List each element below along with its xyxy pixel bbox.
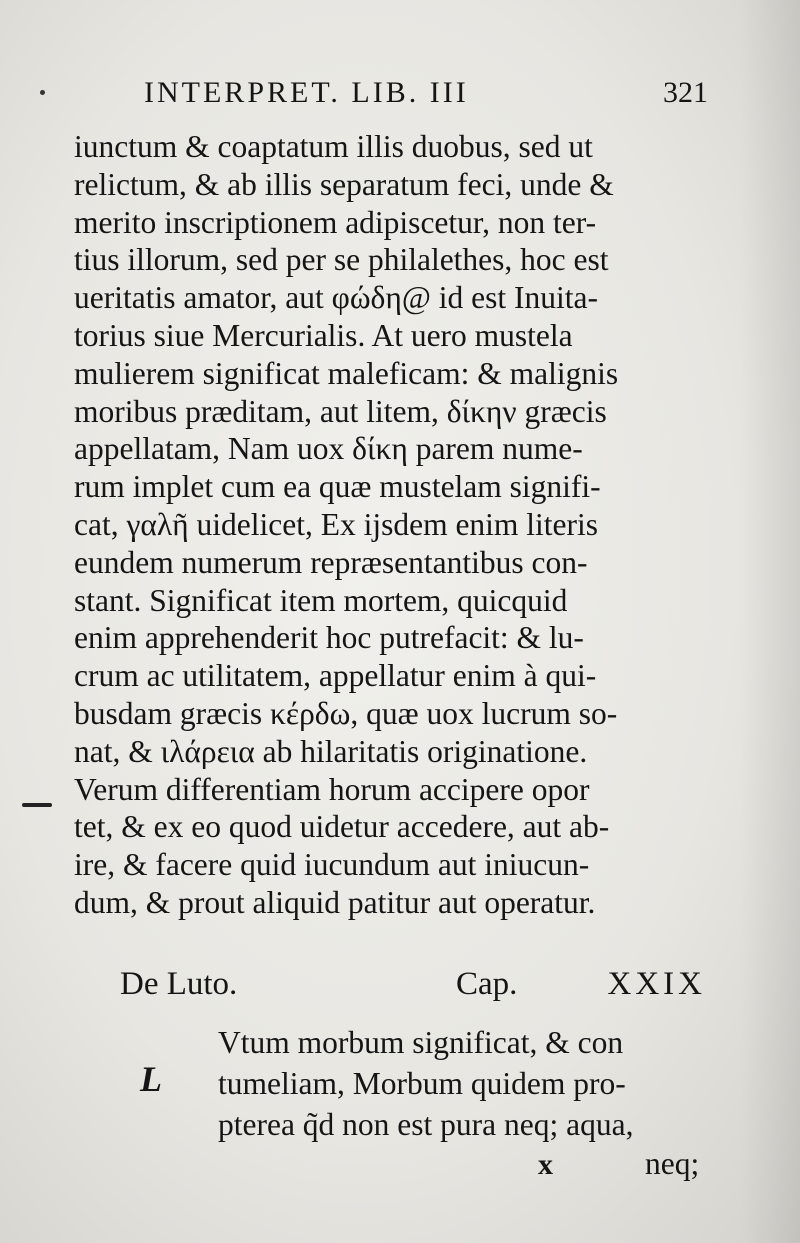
- text-line: enim apprehenderit hoc putrefacit: & lu-: [74, 620, 584, 656]
- chapter-title: De Luto.: [120, 966, 238, 1002]
- text-line: rum implet cum ea quæ mustelam signifi-: [74, 469, 601, 505]
- text-line: tumeliam, Morbum quidem pro-: [218, 1066, 626, 1101]
- text-line: tius illorum, sed per se philalethes, hoc est: [74, 242, 609, 278]
- chapter-label: Cap.: [456, 966, 518, 1002]
- text-line: tet, & ex eo quod uidetur accedere, aut ab-: [74, 809, 610, 845]
- text-line: busdam græcis κέρδω, quæ uox lucrum so-: [74, 695, 618, 731]
- drop-initial: L: [140, 1059, 162, 1099]
- text-line: pterea q̃d non est pura neq; aqua,: [218, 1107, 634, 1142]
- text-line: crum ac utilitatem, appellatur enim à qui-: [74, 658, 597, 694]
- text-line: mulierem significat maleficam: & malignis: [74, 355, 619, 391]
- text-line: torius siue Mercurialis. At uero mustela: [74, 317, 573, 353]
- page-edge-shadow: [740, 0, 800, 1243]
- text-line: dum, & prout aliquid patitur aut operatur.: [74, 884, 596, 920]
- chapter-heading: [120, 966, 706, 1010]
- body-text: [74, 128, 706, 922]
- text-line: iunctum & coaptatum illis duobus, sed ut: [74, 129, 593, 164]
- text-line: ueritatis amator, aut φώδη@ id est Inuita-: [74, 280, 598, 316]
- running-head: [128, 76, 708, 116]
- margin-dash-mark: [22, 803, 52, 807]
- text-line: eundem numerum repræsentantibus con-: [74, 544, 588, 580]
- chapter-text: [218, 1022, 706, 1145]
- text-line: ire, & facere quid iucundum aut iniucun-: [74, 847, 590, 883]
- text-line: stant. Significat item mortem, quicquid: [74, 582, 568, 618]
- margin-dot: [40, 90, 45, 95]
- text-line: relictum, & ab illis separatum feci, unde &: [74, 166, 614, 202]
- text-line: appellatam, Nam uox δίκη parem nume-: [74, 431, 583, 467]
- text-line: nat, & ιλάρεια ab hilaritatis originatione.: [74, 733, 588, 769]
- text-line: Verum differentiam horum accipere opor: [74, 771, 590, 807]
- running-head-title: INTERPRET. LIB. III: [144, 76, 469, 109]
- text-line: Vtum morbum significat, & con: [218, 1025, 624, 1060]
- signature-mark: x: [538, 1148, 553, 1181]
- text-line: moribus præditam, aut litem, δίκην græcis: [74, 393, 607, 429]
- chapter-number: XXIX: [607, 966, 706, 1002]
- text-line: merito inscriptionem adipiscetur, non ter-: [74, 204, 597, 240]
- text-line: cat, γαλῆ uidelicet, Ex ijsdem enim literis: [74, 506, 599, 542]
- catchword: neq;: [645, 1146, 700, 1181]
- page-number: 321: [663, 76, 708, 109]
